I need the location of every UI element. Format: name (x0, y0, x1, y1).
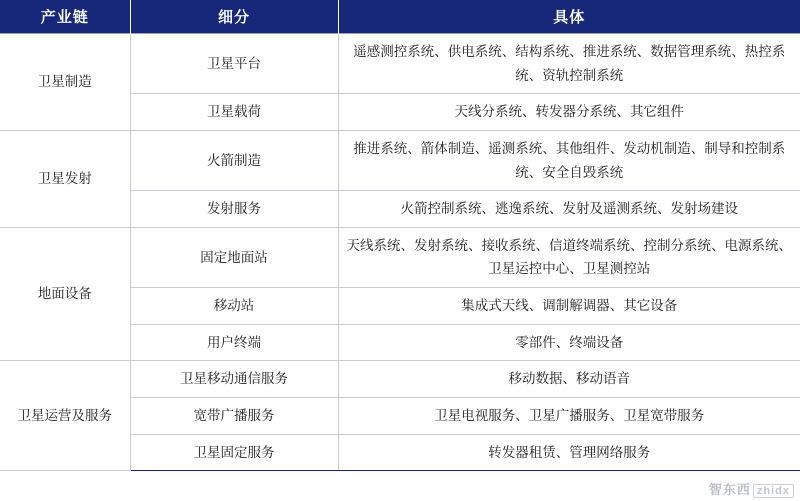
cell-detail: 卫星电视服务、卫星广播服务、卫星宽带服务 (338, 397, 800, 434)
cell-segment: 卫星平台 (130, 34, 338, 94)
cell-detail: 天线分系统、转发器分系统、其它组件 (338, 94, 800, 131)
cell-detail: 移动数据、移动语音 (338, 361, 800, 398)
table-row (0, 130, 800, 190)
cell-detail: 天线系统、发射系统、接收系统、信道终端系统、控制分系统、电源系统、卫星运控中心、卫星测控站 (338, 227, 800, 287)
watermark-badge: zhidx (753, 484, 794, 498)
cell-detail: 火箭控制系统、逃逸系统、发射及遥测系统、发射场建设 (338, 191, 800, 228)
column-header-chain: 产业链 (0, 0, 130, 34)
cell-chain: 卫星运营及服务 (0, 361, 130, 471)
cell-segment: 移动站 (130, 288, 338, 325)
table-header (0, 0, 800, 34)
cell-chain: 卫星制造 (0, 34, 130, 131)
cell-segment: 火箭制造 (130, 130, 338, 190)
cell-chain: 地面设备 (0, 227, 130, 361)
watermark-text: 智东西 (708, 482, 751, 497)
cell-detail: 零部件、终端设备 (338, 324, 800, 361)
watermark (709, 479, 794, 498)
cell-detail: 集成式天线、调制解调器、其它设备 (338, 288, 800, 325)
table-body (0, 34, 800, 471)
cell-detail: 遥感测控系统、供电系统、结构系统、推进系统、数据管理系统、热控系统、资轨控制系统 (338, 34, 800, 94)
table-header-row (0, 0, 800, 34)
cell-segment: 宽带广播服务 (130, 397, 338, 434)
column-header-segment: 细分 (130, 0, 338, 34)
table-row (0, 361, 800, 398)
cell-segment: 用户终端 (130, 324, 338, 361)
column-header-detail: 具体 (338, 0, 800, 34)
cell-segment: 发射服务 (130, 191, 338, 228)
table-row (0, 34, 800, 94)
cell-segment: 卫星载荷 (130, 94, 338, 131)
cell-chain: 卫星发射 (0, 130, 130, 227)
cell-detail: 转发器租赁、管理网络服务 (338, 434, 800, 471)
table-row (0, 227, 800, 287)
cell-segment: 卫星移动通信服务 (130, 361, 338, 398)
cell-detail: 推进系统、箭体制造、遥测系统、其他组件、发动机制造、制导和控制系统、安全自毁系统 (338, 130, 800, 190)
cell-segment: 固定地面站 (130, 227, 338, 287)
cell-segment: 卫星固定服务 (130, 434, 338, 471)
